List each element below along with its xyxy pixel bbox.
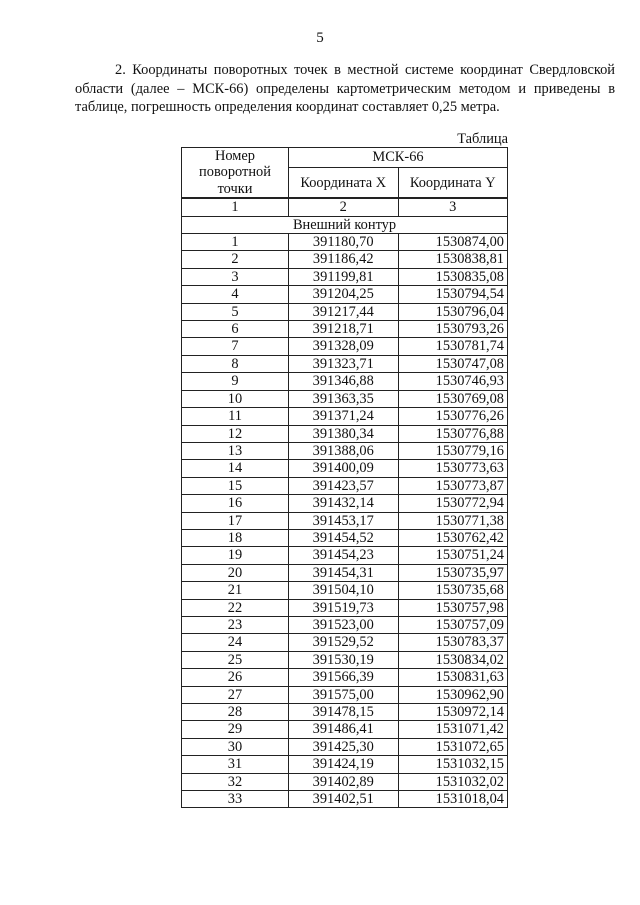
- index-cell: 1: [182, 198, 289, 216]
- point-number-cell: 32: [182, 773, 289, 790]
- point-number-cell: 22: [182, 599, 289, 616]
- point-number-cell: 21: [182, 582, 289, 599]
- coord-x-cell: 391478,15: [289, 704, 399, 721]
- table-row: [182, 495, 508, 512]
- coord-y-cell: 1530757,98: [398, 599, 508, 616]
- coord-y-cell: 1530746,93: [398, 373, 508, 390]
- table-row: [182, 477, 508, 494]
- coord-y-cell: 1530772,94: [398, 495, 508, 512]
- point-number-cell: 12: [182, 425, 289, 442]
- point-number-cell: 15: [182, 477, 289, 494]
- point-number-cell: 33: [182, 791, 289, 808]
- point-number-cell: 16: [182, 495, 289, 512]
- coord-x-cell: 391454,23: [289, 547, 399, 564]
- point-number-cell: 28: [182, 704, 289, 721]
- coord-y-cell: 1530773,87: [398, 477, 508, 494]
- coord-x-cell: 391180,70: [289, 234, 399, 251]
- coord-x-cell: 391328,09: [289, 338, 399, 355]
- coord-x-cell: 391204,25: [289, 286, 399, 303]
- table-row: [182, 338, 508, 355]
- coord-x-cell: 391371,24: [289, 408, 399, 425]
- coord-y-cell: 1530773,63: [398, 460, 508, 477]
- coord-x-cell: 391504,10: [289, 582, 399, 599]
- coord-x-cell: 391432,14: [289, 495, 399, 512]
- point-number-cell: 11: [182, 408, 289, 425]
- table-row: [182, 582, 508, 599]
- point-number-cell: 3: [182, 268, 289, 285]
- coord-x-cell: 391199,81: [289, 268, 399, 285]
- coord-y-cell: 1530838,81: [398, 251, 508, 268]
- index-row: [182, 198, 508, 216]
- table-row: [182, 738, 508, 755]
- coord-y-cell: 1530831,63: [398, 669, 508, 686]
- section-title: Внешний контур: [182, 216, 508, 233]
- table-row: [182, 390, 508, 407]
- coord-x-cell: 391519,73: [289, 599, 399, 616]
- index-cell: 3: [398, 198, 508, 216]
- table-row: [182, 791, 508, 808]
- coord-y-cell: 1530835,08: [398, 268, 508, 285]
- coord-x-cell: 391424,19: [289, 756, 399, 773]
- coord-y-cell: 1530769,08: [398, 390, 508, 407]
- table-row: [182, 599, 508, 616]
- coord-y-cell: 1530757,09: [398, 616, 508, 633]
- table-row: [182, 425, 508, 442]
- coord-y-cell: 1530776,26: [398, 408, 508, 425]
- header-coord-y: Координата Y: [398, 168, 508, 198]
- coord-y-cell: 1531072,65: [398, 738, 508, 755]
- point-number-cell: 26: [182, 669, 289, 686]
- table-row: [182, 408, 508, 425]
- coord-x-cell: 391346,88: [289, 373, 399, 390]
- point-number-cell: 25: [182, 651, 289, 668]
- point-number-cell: 2: [182, 251, 289, 268]
- coord-y-cell: 1531018,04: [398, 791, 508, 808]
- coord-y-cell: 1530751,24: [398, 547, 508, 564]
- table-row: [182, 686, 508, 703]
- table-row: [182, 634, 508, 651]
- coord-y-cell: 1530779,16: [398, 442, 508, 459]
- point-number-cell: 31: [182, 756, 289, 773]
- header-point-number: Номер поворотной точки: [182, 148, 289, 199]
- coord-x-cell: 391380,34: [289, 425, 399, 442]
- coord-y-cell: 1530794,54: [398, 286, 508, 303]
- coord-x-cell: 391529,52: [289, 634, 399, 651]
- table-row: [182, 303, 508, 320]
- page-number: 5: [316, 30, 324, 46]
- table-body: [182, 198, 508, 808]
- point-number-cell: 20: [182, 564, 289, 581]
- coord-x-cell: 391566,39: [289, 669, 399, 686]
- coord-y-cell: 1530972,14: [398, 704, 508, 721]
- table-caption: Таблица: [457, 131, 508, 147]
- coord-y-cell: 1530796,04: [398, 303, 508, 320]
- coord-y-cell: 1531032,15: [398, 756, 508, 773]
- point-number-cell: 13: [182, 442, 289, 459]
- coord-x-cell: 391575,00: [289, 686, 399, 703]
- table-row: [182, 721, 508, 738]
- point-number-cell: 4: [182, 286, 289, 303]
- header-coord-x: Координата X: [289, 168, 399, 198]
- point-number-cell: 24: [182, 634, 289, 651]
- table-row: [182, 321, 508, 338]
- point-number-cell: 23: [182, 616, 289, 633]
- coord-x-cell: 391323,71: [289, 355, 399, 372]
- section-row: [182, 216, 508, 233]
- coord-y-cell: 1530747,08: [398, 355, 508, 372]
- table-row: [182, 773, 508, 790]
- point-number-cell: 9: [182, 373, 289, 390]
- point-number-cell: 14: [182, 460, 289, 477]
- coord-y-cell: 1531071,42: [398, 721, 508, 738]
- coord-x-cell: 391454,52: [289, 529, 399, 546]
- table-row: [182, 529, 508, 546]
- coord-x-cell: 391530,19: [289, 651, 399, 668]
- table-row: [182, 704, 508, 721]
- coord-y-cell: 1530793,26: [398, 321, 508, 338]
- coord-y-cell: 1530962,90: [398, 686, 508, 703]
- index-cell: 2: [289, 198, 399, 216]
- coord-y-cell: 1530762,42: [398, 529, 508, 546]
- point-number-cell: 7: [182, 338, 289, 355]
- coord-x-cell: 391453,17: [289, 512, 399, 529]
- coord-x-cell: 391217,44: [289, 303, 399, 320]
- coord-x-cell: 391523,00: [289, 616, 399, 633]
- coordinates-table: [181, 147, 508, 808]
- point-number-cell: 27: [182, 686, 289, 703]
- table-row: [182, 616, 508, 633]
- paragraph: 2. Координаты поворотных точек в местной системе координат Свердловской области (далее – МСК-66) определены картометрическим методом и приведены в таблице, погрешность определения координат составляет 0,25 метра.: [75, 62, 615, 115]
- coord-y-cell: 1531032,02: [398, 773, 508, 790]
- point-number-cell: 17: [182, 512, 289, 529]
- point-number-cell: 1: [182, 234, 289, 251]
- point-number-cell: 19: [182, 547, 289, 564]
- table-row: [182, 286, 508, 303]
- coord-x-cell: 391218,71: [289, 321, 399, 338]
- point-number-cell: 10: [182, 390, 289, 407]
- table-row: [182, 234, 508, 251]
- table-row: [182, 651, 508, 668]
- table-row: [182, 251, 508, 268]
- table-row: [182, 442, 508, 459]
- point-number-cell: 29: [182, 721, 289, 738]
- header-msk66: МСК-66: [289, 148, 508, 168]
- coord-x-cell: 391425,30: [289, 738, 399, 755]
- point-number-cell: 18: [182, 529, 289, 546]
- table-row: [182, 460, 508, 477]
- coord-y-cell: 1530776,88: [398, 425, 508, 442]
- coord-x-cell: 391486,41: [289, 721, 399, 738]
- table-row: [182, 373, 508, 390]
- coord-x-cell: 391454,31: [289, 564, 399, 581]
- table-row: [182, 355, 508, 372]
- table-row: [182, 756, 508, 773]
- coord-x-cell: 391402,89: [289, 773, 399, 790]
- coord-x-cell: 391402,51: [289, 791, 399, 808]
- coord-x-cell: 391400,09: [289, 460, 399, 477]
- coord-x-cell: 391423,57: [289, 477, 399, 494]
- table-row: [182, 268, 508, 285]
- point-number-cell: 8: [182, 355, 289, 372]
- coord-y-cell: 1530735,97: [398, 564, 508, 581]
- coord-y-cell: 1530735,68: [398, 582, 508, 599]
- coord-y-cell: 1530781,74: [398, 338, 508, 355]
- coord-y-cell: 1530834,02: [398, 651, 508, 668]
- table-row: [182, 547, 508, 564]
- coord-x-cell: 391186,42: [289, 251, 399, 268]
- coord-y-cell: 1530771,38: [398, 512, 508, 529]
- point-number-cell: 30: [182, 738, 289, 755]
- point-number-cell: 6: [182, 321, 289, 338]
- coord-x-cell: 391388,06: [289, 442, 399, 459]
- coord-x-cell: 391363,35: [289, 390, 399, 407]
- coord-y-cell: 1530783,37: [398, 634, 508, 651]
- table-row: [182, 669, 508, 686]
- coord-y-cell: 1530874,00: [398, 234, 508, 251]
- point-number-cell: 5: [182, 303, 289, 320]
- table-row: [182, 564, 508, 581]
- table-row: [182, 512, 508, 529]
